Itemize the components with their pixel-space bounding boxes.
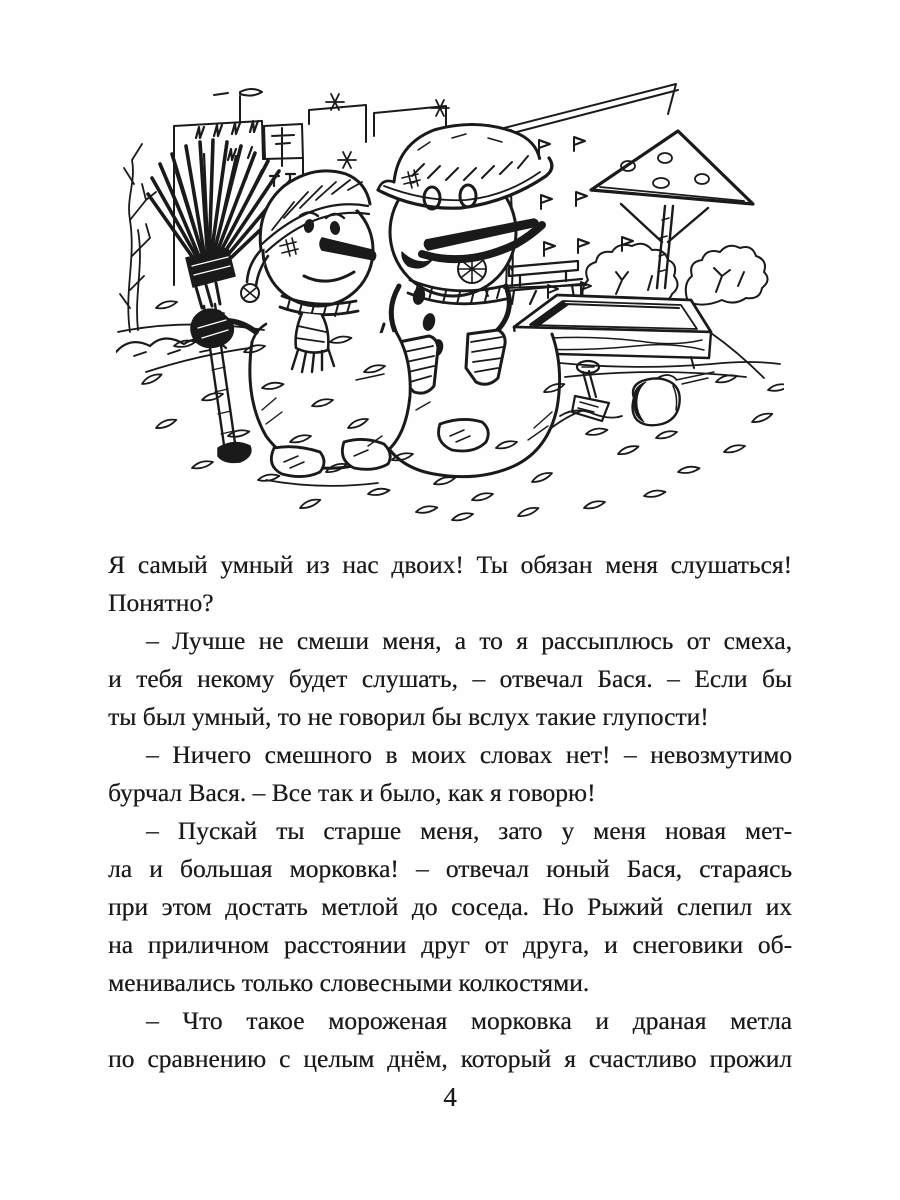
toy-bucket [633, 375, 680, 425]
story-text [108, 546, 792, 1078]
text-line: ты был умный, то не говорил бы вслух такие глупости! [108, 702, 709, 731]
illustration-two-snowmen [116, 80, 784, 532]
text-line: и тебя некому будет слушать, – отвечал Бася. – Если бы [108, 664, 792, 693]
text-line: – Лучше не смеши меня, а то я рассыплюсь от смеха, [146, 626, 792, 655]
text-line: бурчал Вася. – Все так и было, как я говорю! [108, 778, 596, 807]
text-line: по сравнению с целым днём, который я счастливо прожил [108, 1044, 792, 1073]
text-line: – Ничего смешного в моих словах нет! – невозмутимо [146, 740, 792, 769]
text-line: менивались только словесными колкостями. [108, 968, 590, 997]
hat [378, 124, 552, 208]
toy-shovel [560, 361, 622, 421]
page-number: 4 [443, 1082, 457, 1112]
text-line: Понятно? [108, 588, 214, 617]
text-line: – Пускай ты старше меня, зато у меня новая мет- [146, 816, 792, 845]
text-line: ла и большая морковка! – отвечал юный Бася, стараясь [108, 854, 792, 883]
text-line: Я самый умный из нас двоих! Ты обязан меня слушаться! [108, 550, 792, 579]
text-line: на приличном расстоянии друг от друга, и снеговики об- [108, 930, 792, 959]
text-line: при этом достать метлой до соседа. Но Рыжий слепил их [108, 892, 792, 921]
mushroom-canopy [591, 131, 753, 288]
text-line: – Что такое мороженая морковка и драная метла [146, 1006, 792, 1035]
